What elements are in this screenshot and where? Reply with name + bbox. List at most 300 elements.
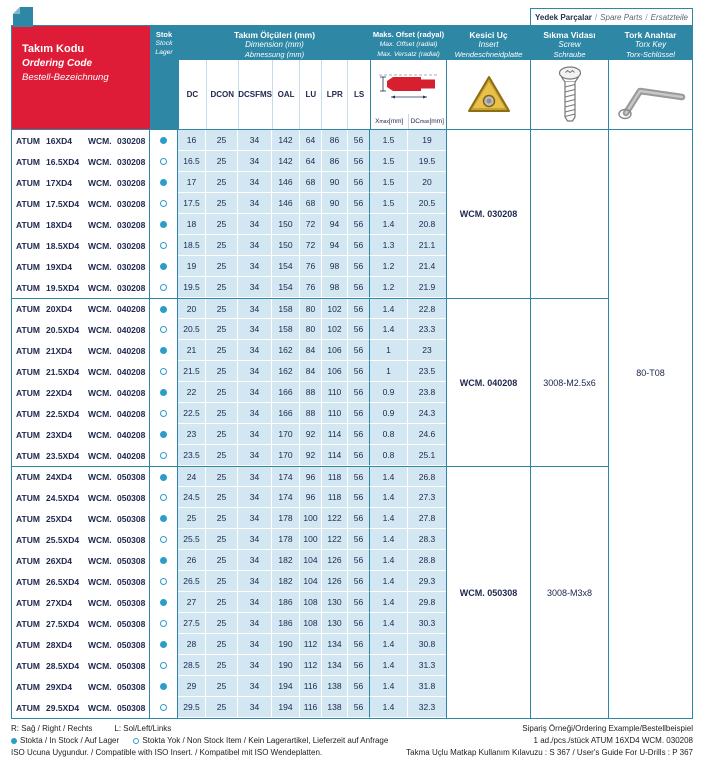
dim-oal-value: 154 (272, 277, 300, 298)
in-stock-dot-icon (160, 474, 167, 481)
in-stock-dot-icon (160, 431, 167, 438)
stock-cell (150, 382, 178, 403)
dim-dc-value: 22.5 (178, 403, 206, 424)
table-row (12, 277, 446, 298)
dim-dcon-value: 25 (206, 256, 238, 277)
order-example: 1 ad./pcs./stück ATUM 16XD4 WCM. 030208 (533, 736, 693, 745)
dim-dcsfms-value: 34 (238, 299, 272, 319)
in-stock-dot-icon (11, 738, 17, 744)
dim-dc-value: 28 (178, 634, 206, 655)
dim-lpr-value: 134 (322, 655, 348, 676)
table-row (12, 487, 446, 508)
dcmax-value: 32.3 (408, 697, 446, 718)
in-stock-dot-icon (160, 683, 167, 690)
table-row (12, 613, 446, 634)
stock-cell (150, 299, 178, 319)
in-stock-dot-icon (160, 641, 167, 648)
dim-ls-value: 56 (348, 697, 370, 718)
dim-lpr-value: 126 (322, 550, 348, 571)
dim-dcsfms-value: 34 (238, 697, 272, 718)
top-strip (11, 8, 693, 25)
non-stock-dot-icon (160, 452, 167, 459)
table-row (12, 340, 446, 361)
dcmax-value: 30.3 (408, 613, 446, 634)
dim-oal-value: 170 (272, 424, 300, 445)
dim-dcsfms-value: 34 (238, 613, 272, 634)
screw-band (531, 26, 608, 60)
tool-code: ATUM 18.5XD4 WCM. 030208 (12, 235, 150, 256)
stock-cell (150, 361, 178, 382)
dim-oal-value: 150 (272, 214, 300, 235)
footer-right (406, 723, 693, 759)
dcmax-value: 23.5 (408, 361, 446, 382)
dim-dc-value: 21 (178, 340, 206, 361)
in-stock-dot-icon (160, 557, 167, 564)
tool-code: ATUM 20.5XD4 WCM. 040208 (12, 319, 150, 340)
dim-dcon-value: 25 (206, 382, 238, 403)
dcmax-value: 30.8 (408, 634, 446, 655)
table-row (12, 403, 446, 424)
dim-dc-value: 16 (178, 130, 206, 151)
dim-dcon-value: 25 (206, 319, 238, 340)
table-row (12, 193, 446, 214)
dim-oal-value: 162 (272, 340, 300, 361)
stock-cell (150, 592, 178, 613)
table-row (12, 634, 446, 655)
stock-cell (150, 676, 178, 697)
iso-note: ISO Ucuna Uygundur. / Compatible with ISO Insert. / Kompatibel mit ISO Wendeplatten. (11, 748, 323, 757)
dim-lu-value: 80 (300, 299, 322, 319)
dim-dcsfms-value: 34 (238, 445, 272, 466)
stock-cell (150, 277, 178, 298)
in-stock-dot-icon (160, 137, 167, 144)
tool-code: ATUM 18XD4 WCM. 030208 (12, 214, 150, 235)
xmax-value: 1.4 (370, 487, 408, 508)
dim-dcon-value: 25 (206, 193, 238, 214)
dim-lu-value: 88 (300, 382, 322, 403)
dim-dcsfms-value: 34 (238, 172, 272, 193)
footer-left (11, 723, 388, 759)
table-row (12, 592, 446, 613)
dim-col-header-lpr: LPR (322, 60, 348, 129)
xmax-value: 1.4 (370, 697, 408, 718)
dcmax-value: 25.1 (408, 445, 446, 466)
dim-ls-value: 56 (348, 382, 370, 403)
tool-code: ATUM 27.5XD4 WCM. 050308 (12, 613, 150, 634)
stock-cell (150, 424, 178, 445)
dcmax-value: 24.6 (408, 424, 446, 445)
dim-lu-value: 104 (300, 571, 322, 592)
dim-dcon-value: 25 (206, 487, 238, 508)
dim-lpr-value: 118 (322, 487, 348, 508)
dim-lpr-value: 98 (322, 277, 348, 298)
tool-code: ATUM 19XD4 WCM. 030208 (12, 256, 150, 277)
dim-ls-value: 56 (348, 319, 370, 340)
in-stock-dot-icon (160, 263, 167, 270)
dim-lpr-value: 86 (322, 151, 348, 172)
in-stock-dot-icon (160, 221, 167, 228)
dim-dc-value: 18 (178, 214, 206, 235)
stock-cell (150, 403, 178, 424)
dim-col-header-oal: OAL (273, 60, 301, 129)
dim-ls-value: 56 (348, 445, 370, 466)
xmax-value: 1.5 (370, 151, 408, 172)
tool-code: ATUM 23.5XD4 WCM. 040208 (12, 445, 150, 466)
dim-lu-value: 64 (300, 130, 322, 151)
ordering-code-tr: Takım Kodu (22, 43, 85, 55)
tool-code: ATUM 29.5XD4 WCM. 050308 (12, 697, 150, 718)
dim-dcsfms-value: 34 (238, 382, 272, 403)
dim-dcon-value: 25 (206, 361, 238, 382)
dim-ls-value: 56 (348, 592, 370, 613)
dim-lu-value: 116 (300, 697, 322, 718)
stock-cell (150, 445, 178, 466)
tool-code: ATUM 16.5XD4 WCM. 030208 (12, 151, 150, 172)
dim-ls-value: 56 (348, 508, 370, 529)
dim-lu-value: 84 (300, 361, 322, 382)
xmax-value: 1.4 (370, 613, 408, 634)
xmax-value: 1.4 (370, 467, 408, 487)
xmax-value: 0.8 (370, 424, 408, 445)
stock-cell (150, 529, 178, 550)
dim-lu-value: 84 (300, 340, 322, 361)
dim-col-header-dcon: DCON (207, 60, 239, 129)
stock-cell (150, 634, 178, 655)
torx-header (608, 26, 692, 129)
dim-lpr-value: 130 (322, 613, 348, 634)
rl-legend (11, 723, 388, 735)
dim-dcsfms-value: 34 (238, 319, 272, 340)
non-stock-dot-icon (160, 578, 167, 585)
in-stock-dot-icon (160, 179, 167, 186)
stock-cell (150, 655, 178, 676)
dim-oal-value: 194 (272, 676, 300, 697)
stock-label-de: Lager (155, 49, 173, 56)
in-stock-dot-icon (160, 599, 167, 606)
in-stock-dot-icon (160, 347, 167, 354)
stock-cell (150, 214, 178, 235)
table-row (12, 676, 446, 697)
dcmax-value: 20 (408, 172, 446, 193)
dim-lpr-value: 134 (322, 634, 348, 655)
tool-code: ATUM 28.5XD4 WCM. 050308 (12, 655, 150, 676)
dim-lpr-value: 90 (322, 193, 348, 214)
product-table (11, 25, 693, 719)
dim-ls-value: 56 (348, 424, 370, 445)
tool-code: ATUM 20XD4 WCM. 040208 (12, 299, 150, 319)
stock-cell (150, 697, 178, 718)
xmax-value: 1.4 (370, 214, 408, 235)
dim-dcon-value: 25 (206, 655, 238, 676)
dim-lpr-value: 106 (322, 361, 348, 382)
non-stock-dot-icon (160, 368, 167, 375)
dim-lpr-value: 114 (322, 424, 348, 445)
dim-lu-value: 104 (300, 550, 322, 571)
non-stock-dot-icon (160, 242, 167, 249)
dcmax-value: 21.1 (408, 235, 446, 256)
non-stock-dot-icon (160, 662, 167, 669)
screw-column (530, 130, 608, 718)
insert-band (447, 26, 530, 60)
screw-tr: Sıkma Vidası (543, 30, 596, 40)
torx-de: Torx-Schlüssel (626, 50, 675, 59)
dim-lu-value: 80 (300, 319, 322, 340)
screw-icon (531, 60, 608, 129)
non-stock-dot-icon (160, 410, 167, 417)
torx-key-code: 80-T08 (636, 368, 665, 378)
tool-code: ATUM 19.5XD4 WCM. 030208 (12, 277, 150, 298)
dim-col-headers (179, 60, 370, 129)
xmax-value: 0.9 (370, 382, 408, 403)
dim-lu-value: 96 (300, 467, 322, 487)
dcmax-value: 29.3 (408, 571, 446, 592)
dim-lu-value: 64 (300, 151, 322, 172)
insert-icon (447, 60, 530, 129)
dim-ls-value: 56 (348, 487, 370, 508)
insert-en: Insert (478, 40, 499, 49)
xmax-value: 1.4 (370, 634, 408, 655)
ordering-code-header (12, 26, 150, 129)
dim-dc-value: 22 (178, 382, 206, 403)
dim-ls-value: 56 (348, 277, 370, 298)
xmax-value: 1.4 (370, 319, 408, 340)
dim-ls-value: 56 (348, 299, 370, 319)
dim-oal-value: 182 (272, 550, 300, 571)
dim-oal-value: 174 (272, 487, 300, 508)
dim-dcon-value: 25 (206, 340, 238, 361)
dim-oal-value: 162 (272, 361, 300, 382)
stock-cell (150, 340, 178, 361)
guide-note: Takma Uçlu Matkap Kullanım Kılavuzu : S 367 / User's Guide For U-Drills : P 367 (406, 748, 693, 757)
dimensions-en: Dimension (mm) (245, 40, 304, 49)
dim-dc-value: 23.5 (178, 445, 206, 466)
dim-lpr-value: 118 (322, 467, 348, 487)
dim-dcsfms-value: 34 (238, 467, 272, 487)
dim-lu-value: 76 (300, 256, 322, 277)
dcmax-value: 29.8 (408, 592, 446, 613)
table-row (12, 655, 446, 676)
dcmax-value: 26.8 (408, 467, 446, 487)
dimensions-tr: Takım Ölçüleri (mm) (233, 30, 316, 40)
torx-en: Torx Key (634, 40, 667, 49)
insert-tr: Kesici Uç (469, 30, 508, 40)
dim-oal-value: 142 (272, 130, 300, 151)
dim-lpr-value: 114 (322, 445, 348, 466)
stock-cell (150, 172, 178, 193)
dim-dc-value: 17 (178, 172, 206, 193)
screw-code (531, 130, 608, 298)
table-row (12, 130, 446, 151)
dim-dcon-value: 25 (206, 592, 238, 613)
page-footer (11, 723, 693, 759)
dim-lpr-value: 102 (322, 319, 348, 340)
dim-ls-value: 56 (348, 571, 370, 592)
offset-drill-diagram-icon (371, 60, 446, 114)
dim-lu-value: 96 (300, 487, 322, 508)
xmax-value: 1.5 (370, 193, 408, 214)
dim-ls-value: 56 (348, 340, 370, 361)
tool-code: ATUM 25.5XD4 WCM. 050308 (12, 529, 150, 550)
non-stock-dot-icon (160, 536, 167, 543)
dim-oal-value: 158 (272, 319, 300, 340)
dim-dcon-value: 25 (206, 172, 238, 193)
dim-dcsfms-value: 34 (238, 655, 272, 676)
dcmax-value: 20.8 (408, 214, 446, 235)
dim-dc-value: 24.5 (178, 487, 206, 508)
dim-dcon-value: 25 (206, 676, 238, 697)
dim-dcsfms-value: 34 (238, 550, 272, 571)
tool-code: ATUM 26XD4 WCM. 050308 (12, 550, 150, 571)
dim-dc-value: 28.5 (178, 655, 206, 676)
non-stock-dot-icon (160, 704, 167, 711)
offset-en: Max. Offset (radial) (379, 41, 438, 48)
ordering-code-de: Bestell-Bezeichnung (22, 72, 109, 83)
dim-lu-value: 88 (300, 403, 322, 424)
tool-code: ATUM 28XD4 WCM. 050308 (12, 634, 150, 655)
dim-dcsfms-value: 34 (238, 235, 272, 256)
dim-dcon-value: 25 (206, 277, 238, 298)
dim-dc-value: 17.5 (178, 193, 206, 214)
table-row (12, 361, 446, 382)
offset-header (370, 26, 446, 129)
dim-ls-value: 56 (348, 151, 370, 172)
dim-dcsfms-value: 34 (238, 403, 272, 424)
dcmax-value: 28.8 (408, 550, 446, 571)
stock-legend (11, 735, 388, 747)
dim-lu-value: 112 (300, 634, 322, 655)
dim-oal-value: 166 (272, 403, 300, 424)
stock-cell (150, 508, 178, 529)
page-corner-logo (13, 7, 33, 32)
stock-header (150, 26, 178, 129)
insert-code: WCM. 040208 (447, 298, 530, 466)
dim-dcon-value: 25 (206, 299, 238, 319)
dim-dc-value: 20 (178, 299, 206, 319)
dim-dc-value: 26 (178, 550, 206, 571)
dim-lu-value: 92 (300, 424, 322, 445)
dim-lu-value: 112 (300, 655, 322, 676)
dim-lpr-value: 94 (322, 235, 348, 256)
screw-code: 3008-M3x8 (531, 466, 608, 718)
dcmax-value: 19 (408, 130, 446, 151)
dim-dcsfms-value: 34 (238, 214, 272, 235)
dim-lpr-value: 122 (322, 529, 348, 550)
table-row (12, 172, 446, 193)
dim-dc-value: 19 (178, 256, 206, 277)
non-stock-dot-icon (133, 738, 139, 744)
xmax-value: 1.4 (370, 676, 408, 697)
xmax-value: 1 (370, 340, 408, 361)
dim-oal-value: 190 (272, 655, 300, 676)
dim-lpr-value: 98 (322, 256, 348, 277)
dim-ls-value: 56 (348, 613, 370, 634)
table-row (12, 445, 446, 466)
dim-dcon-value: 25 (206, 634, 238, 655)
table-row (12, 424, 446, 445)
table-row (12, 256, 446, 277)
table-row (12, 529, 446, 550)
dcmax-value: 27.8 (408, 508, 446, 529)
stock-cell (150, 613, 178, 634)
screw-code: 3008-M2.5x6 (531, 298, 608, 466)
dim-lpr-value: 86 (322, 130, 348, 151)
dim-dcon-value: 25 (206, 403, 238, 424)
dcmax-label: DC max [mm] (410, 118, 444, 125)
screw-de: Schraube (553, 50, 586, 59)
dcmax-value: 22.8 (408, 299, 446, 319)
dim-ls-value: 56 (348, 403, 370, 424)
insert-code: WCM. 030208 (459, 209, 518, 219)
dim-lu-value: 68 (300, 193, 322, 214)
dim-dc-value: 16.5 (178, 151, 206, 172)
dimensions-header (178, 26, 370, 129)
dcmax-value: 23.3 (408, 319, 446, 340)
dimensions-band (179, 26, 370, 60)
dim-lpr-value: 122 (322, 508, 348, 529)
table-row (12, 151, 446, 172)
dim-lu-value: 92 (300, 445, 322, 466)
xmax-value: 1.2 (370, 277, 408, 298)
dim-dcon-value: 25 (206, 445, 238, 466)
xmax-value: 1.4 (370, 299, 408, 319)
dim-lu-value: 72 (300, 235, 322, 256)
dim-oal-value: 186 (272, 613, 300, 634)
table-row (12, 298, 446, 319)
xmax-value: 1.4 (370, 571, 408, 592)
dim-lu-value: 100 (300, 529, 322, 550)
dim-lu-value: 68 (300, 172, 322, 193)
stock-cell (150, 235, 178, 256)
dim-lpr-value: 110 (322, 403, 348, 424)
spare-parts-label-de: Ersatzteile (650, 12, 688, 22)
dim-dcon-value: 25 (206, 508, 238, 529)
xmax-value: 1.4 (370, 508, 408, 529)
table-header (12, 26, 692, 130)
dim-dcsfms-value: 34 (238, 529, 272, 550)
dim-dc-value: 19.5 (178, 277, 206, 298)
table-row (12, 508, 446, 529)
non-stock-legend: Stokta Yok / Non Stock Item / Kein Lagerartikel, Lieferzeit auf Anfrage (133, 736, 388, 745)
non-stock-dot-icon (160, 284, 167, 291)
tool-code: ATUM 16XD4 WCM. 030208 (12, 130, 150, 151)
dim-lu-value: 108 (300, 613, 322, 634)
dim-dcsfms-value: 34 (238, 676, 272, 697)
dim-ls-value: 56 (348, 172, 370, 193)
dim-dcsfms-value: 34 (238, 340, 272, 361)
xmax-label: X max [mm] (371, 114, 409, 129)
dim-dc-value: 21.5 (178, 361, 206, 382)
dcmax-value: 27.3 (408, 487, 446, 508)
table-row (12, 214, 446, 235)
dim-dcon-value: 25 (206, 214, 238, 235)
spare-parts-label-tr: Yedek Parçalar (534, 12, 592, 22)
dim-lu-value: 100 (300, 508, 322, 529)
torx-key-icon (609, 60, 692, 129)
dim-dcon-value: 25 (206, 613, 238, 634)
dim-oal-value: 158 (272, 299, 300, 319)
dim-oal-value: 146 (272, 172, 300, 193)
xmax-value: 1.5 (370, 172, 408, 193)
offset-band (371, 26, 446, 60)
dim-dcon-value: 25 (206, 424, 238, 445)
dim-ls-value: 56 (348, 193, 370, 214)
torx-column (608, 130, 692, 718)
xmax-value: 1.4 (370, 655, 408, 676)
dcmax-value: 28.3 (408, 529, 446, 550)
tool-code: ATUM 17.5XD4 WCM. 030208 (12, 193, 150, 214)
tool-code: ATUM 21.5XD4 WCM. 040208 (12, 361, 150, 382)
torx-band (609, 26, 692, 60)
